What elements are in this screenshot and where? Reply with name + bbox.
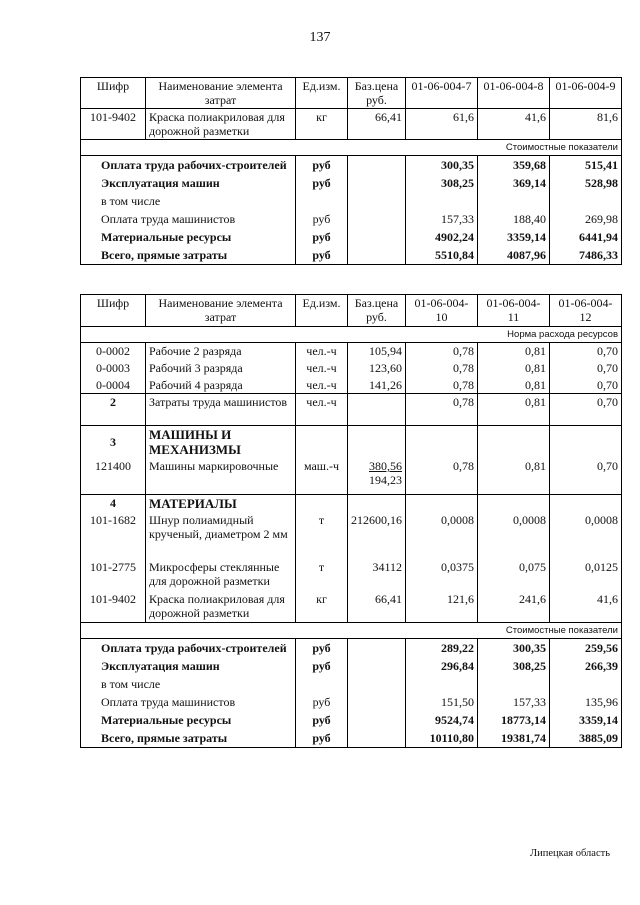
row-code: 101-9402 <box>81 591 146 623</box>
cost-label: Эксплуатация машин <box>81 174 296 192</box>
cost-value: 369,14 <box>478 174 550 192</box>
cost-row <box>81 246 622 265</box>
cost-label: Всего, прямые затраты <box>81 246 296 265</box>
section-header <box>81 494 622 512</box>
row-value: 0,81 <box>478 377 550 394</box>
cost-row <box>81 711 622 729</box>
cost-value: 157,33 <box>478 693 550 711</box>
cost-subheader <box>81 623 622 639</box>
row-value: 0,075 <box>478 559 550 591</box>
cost-value: 10110,80 <box>406 729 478 748</box>
header-col: 01-06-004-10 <box>406 295 478 327</box>
cost-value: 151,50 <box>406 693 478 711</box>
row-value: 0,78 <box>406 458 478 494</box>
row-unit: чел.-ч <box>296 377 348 394</box>
header-col: 01-06-004-7 <box>406 78 478 109</box>
table-row <box>81 458 622 494</box>
row-code: 0-0003 <box>81 360 146 377</box>
cost-label: Оплата труда рабочих-строителей <box>81 156 296 175</box>
row-name: Рабочие 2 разряда <box>146 343 296 360</box>
table-row <box>81 109 622 140</box>
row-price: 380,56 <box>369 459 402 473</box>
header-unit: Ед.изм. <box>296 295 348 327</box>
cost-label: Оплата труда рабочих-строителей <box>81 639 296 658</box>
table-header <box>81 295 622 327</box>
cost-value: 7486,33 <box>550 246 622 265</box>
row-unit: чел.-ч <box>296 343 348 360</box>
cost-label: Оплата труда машинистов <box>81 693 296 711</box>
row-name: Рабочий 4 разряда <box>146 377 296 394</box>
cost-label: Всего, прямые затраты <box>81 729 296 748</box>
row-price: 66,41 <box>348 109 406 140</box>
header-price: Баз.цена руб. <box>348 78 406 109</box>
cost-value: 300,35 <box>406 156 478 175</box>
row-value: 0,0008 <box>406 512 478 559</box>
cost-value: 289,22 <box>406 639 478 658</box>
cost-value: 157,33 <box>406 210 478 228</box>
section-title: МАШИНЫ И МЕХАНИЗМЫ <box>146 426 296 459</box>
cost-unit: руб <box>296 657 348 675</box>
header-code: Шифр <box>81 78 146 109</box>
cost-value: 4087,96 <box>478 246 550 265</box>
header-price: Баз.цена руб. <box>348 295 406 327</box>
cost-unit: руб <box>296 639 348 658</box>
cost-value: 308,25 <box>478 657 550 675</box>
cost-value: 259,56 <box>550 639 622 658</box>
cost-unit: руб <box>296 693 348 711</box>
cost-value: 19381,74 <box>478 729 550 748</box>
table-row <box>81 377 622 394</box>
header-name: Наименование элемента затрат <box>146 78 296 109</box>
row-value: 81,6 <box>550 109 622 140</box>
header-name: Наименование элемента затрат <box>146 295 296 327</box>
table-row <box>81 343 622 360</box>
row-value: 0,78 <box>406 377 478 394</box>
row-code: 121400 <box>81 458 146 494</box>
row-code: 101-1682 <box>81 512 146 559</box>
table-header <box>81 78 622 109</box>
row-code: 0-0002 <box>81 343 146 360</box>
section-title: МАТЕРИАЛЫ <box>146 494 296 512</box>
cost-value: 3885,09 <box>550 729 622 748</box>
header-col: 01-06-004-9 <box>550 78 622 109</box>
cost-value: 308,25 <box>406 174 478 192</box>
section-code: 2 <box>81 394 146 426</box>
row-value: 0,0008 <box>550 512 622 559</box>
cost-value: 269,98 <box>550 210 622 228</box>
cost-label: Материальные ресурсы <box>81 228 296 246</box>
cost-row <box>81 210 622 228</box>
resource-table-1 <box>80 77 622 265</box>
row-value: 121,6 <box>406 591 478 623</box>
row-value: 0,70 <box>550 360 622 377</box>
cost-row <box>81 639 622 658</box>
header-code: Шифр <box>81 295 146 327</box>
row-value: 0,78 <box>406 343 478 360</box>
cost-row <box>81 675 622 693</box>
cost-unit: руб <box>296 174 348 192</box>
cost-unit: руб <box>296 156 348 175</box>
row-value: 0,70 <box>550 343 622 360</box>
row-value: 0,78 <box>406 360 478 377</box>
cost-row <box>81 729 622 748</box>
table-row <box>81 360 622 377</box>
cost-value: 4902,24 <box>406 228 478 246</box>
cost-row <box>81 174 622 192</box>
section-code: 3 <box>81 426 146 459</box>
row-name: Краска полиакриловая для дорожной разметки <box>146 591 296 623</box>
row-value: 0,70 <box>550 394 622 426</box>
cost-subheader-label: Стоимостные показатели <box>81 140 622 156</box>
cost-value: 3359,14 <box>550 711 622 729</box>
row-unit: чел.-ч <box>296 394 348 426</box>
cost-label: в том числе <box>81 675 296 693</box>
cost-value: 528,98 <box>550 174 622 192</box>
cost-value: 135,96 <box>550 693 622 711</box>
cost-unit: руб <box>296 711 348 729</box>
row-unit: т <box>296 559 348 591</box>
norm-subheader-label: Норма расхода ресурсов <box>81 327 622 343</box>
cost-value: 9524,74 <box>406 711 478 729</box>
header-col: 01-06-004-11 <box>478 295 550 327</box>
row-unit: маш.-ч <box>296 458 348 494</box>
row-unit: кг <box>296 591 348 623</box>
cost-label: в том числе <box>81 192 296 210</box>
header-unit: Ед.изм. <box>296 78 348 109</box>
table-row <box>81 394 622 426</box>
header-col: 01-06-004-12 <box>550 295 622 327</box>
row-price: 123,60 <box>348 360 406 377</box>
cost-unit: руб <box>296 228 348 246</box>
row-code: 101-2775 <box>81 559 146 591</box>
cost-value: 515,41 <box>550 156 622 175</box>
row-value: 0,81 <box>478 343 550 360</box>
row-value: 0,70 <box>550 458 622 494</box>
row-name: Микросферы стеклянные для дорожной разметки <box>146 559 296 591</box>
row-value: 41,6 <box>550 591 622 623</box>
row-value: 0,70 <box>550 377 622 394</box>
cost-value: 266,39 <box>550 657 622 675</box>
cost-label: Оплата труда машинистов <box>81 210 296 228</box>
resource-table-2 <box>80 294 622 748</box>
cost-row <box>81 693 622 711</box>
cost-row <box>81 156 622 175</box>
row-name: Рабочий 3 разряда <box>146 360 296 377</box>
cost-unit: руб <box>296 729 348 748</box>
cost-row <box>81 657 622 675</box>
row-price: 34112 <box>348 559 406 591</box>
header-col: 01-06-004-8 <box>478 78 550 109</box>
cost-subheader-label: Стоимостные показатели <box>81 623 622 639</box>
section-code: 4 <box>81 494 146 512</box>
row-code: 101-9402 <box>81 109 146 140</box>
cost-subheader <box>81 140 622 156</box>
row-value: 0,0008 <box>478 512 550 559</box>
cost-label: Эксплуатация машин <box>81 657 296 675</box>
cost-value: 359,68 <box>478 156 550 175</box>
cost-value: 6441,94 <box>550 228 622 246</box>
cost-row <box>81 192 622 210</box>
row-price: 105,94 <box>348 343 406 360</box>
cost-label: Материальные ресурсы <box>81 711 296 729</box>
row-price: 66,41 <box>348 591 406 623</box>
norm-subheader <box>81 327 622 343</box>
region-footer: Липецкая область <box>530 848 610 859</box>
row-value: 241,6 <box>478 591 550 623</box>
row-unit: кг <box>296 109 348 140</box>
row-price-secondary: 194,23 <box>369 473 402 487</box>
row-value: 0,0125 <box>550 559 622 591</box>
row-price: 141,26 <box>348 377 406 394</box>
cost-row <box>81 228 622 246</box>
row-code: 0-0004 <box>81 377 146 394</box>
cost-value: 296,84 <box>406 657 478 675</box>
table-row <box>81 591 622 623</box>
row-price: 212600,16 <box>348 512 406 559</box>
row-unit: т <box>296 512 348 559</box>
table-row <box>81 512 622 559</box>
cost-value: 5510,84 <box>406 246 478 265</box>
table-row <box>81 559 622 591</box>
section-header <box>81 426 622 459</box>
cost-unit: руб <box>296 210 348 228</box>
page-number: 137 <box>309 30 331 45</box>
row-value: 0,81 <box>478 360 550 377</box>
row-value: 61,6 <box>406 109 478 140</box>
row-value: 0,78 <box>406 394 478 426</box>
cost-unit: руб <box>296 246 348 265</box>
cost-value: 18773,14 <box>478 711 550 729</box>
row-value: 0,0375 <box>406 559 478 591</box>
row-name: Краска полиакриловая для дорожной разметки <box>146 109 296 140</box>
cost-value: 300,35 <box>478 639 550 658</box>
cost-value: 188,40 <box>478 210 550 228</box>
row-name: Шнур полиамидный крученый, диаметром 2 мм <box>146 512 296 559</box>
row-value: 0,81 <box>478 394 550 426</box>
row-name: Машины маркировочные <box>146 458 296 494</box>
row-unit: чел.-ч <box>296 360 348 377</box>
row-value: 41,6 <box>478 109 550 140</box>
row-value: 0,81 <box>478 458 550 494</box>
cost-value: 3359,14 <box>478 228 550 246</box>
row-name: Затраты труда машинистов <box>146 394 296 426</box>
